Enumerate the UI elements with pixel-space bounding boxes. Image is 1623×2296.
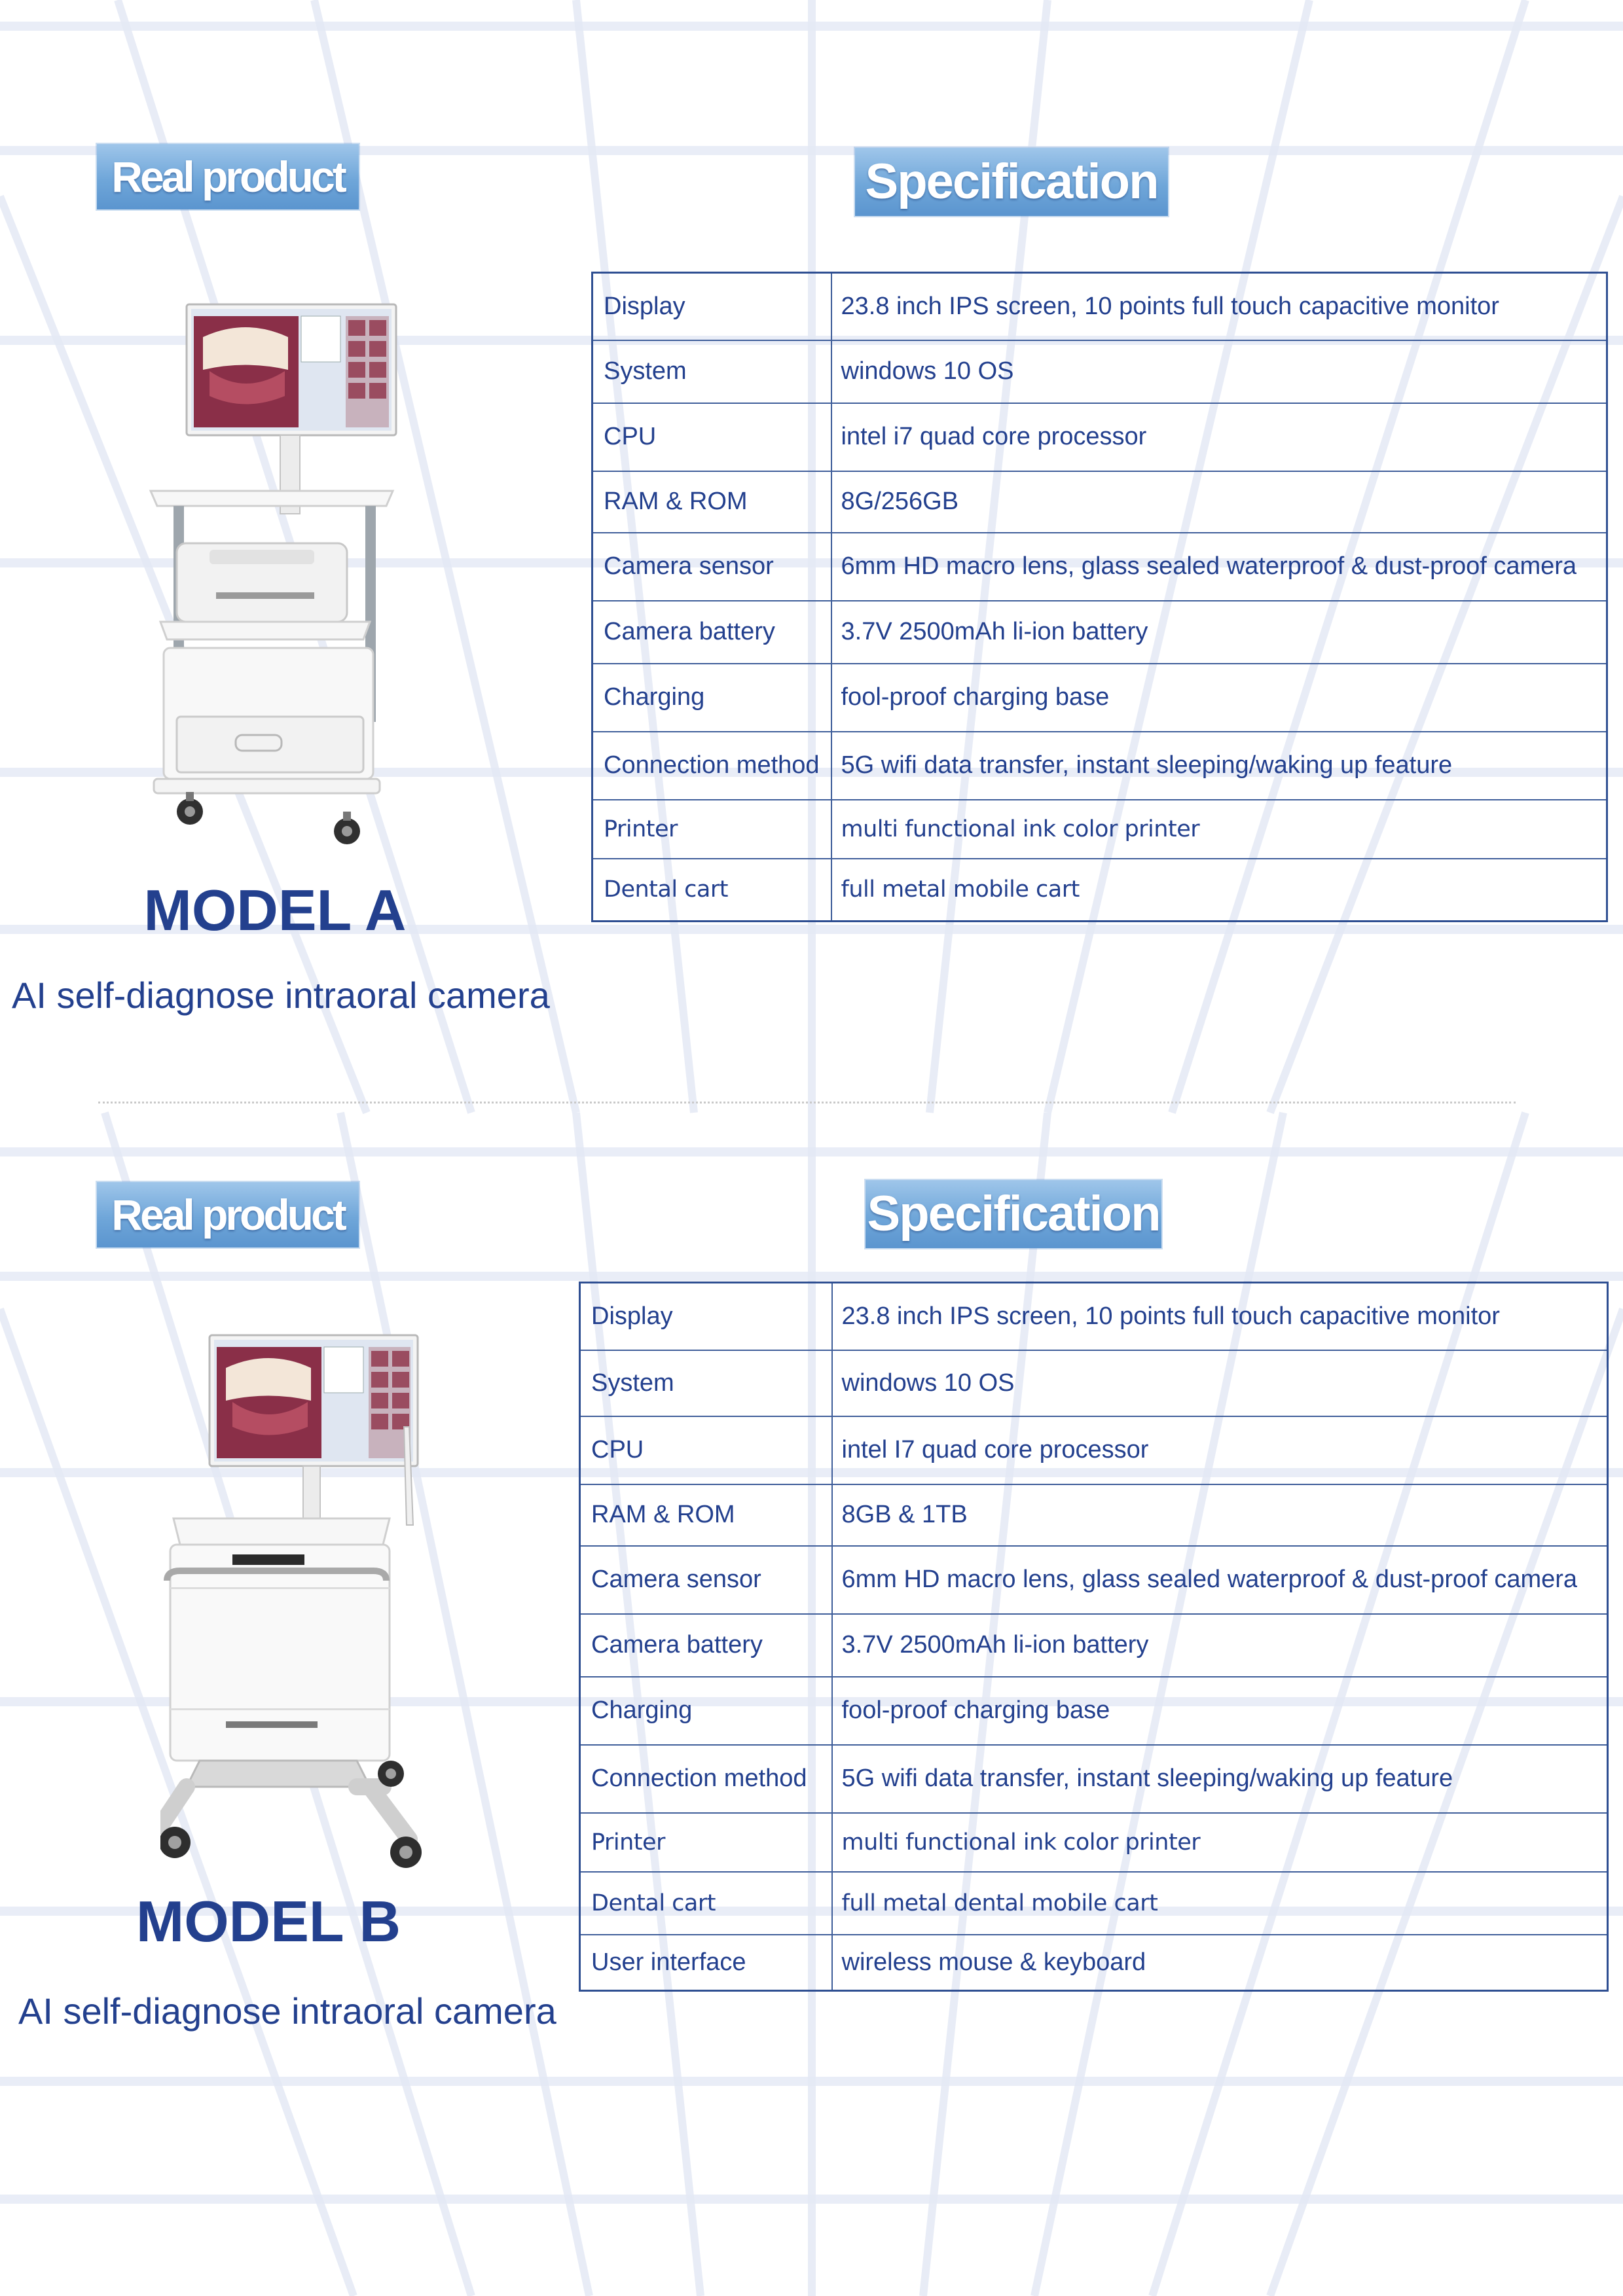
spec-value: 3.7V 2500mAh li-ion battery <box>832 1614 1608 1677</box>
spec-table-a <box>591 272 1608 922</box>
spec-value: intel i7 quad core processor <box>831 403 1607 471</box>
model-b-title: MODEL B <box>136 1889 401 1954</box>
spec-value: 23.8 inch IPS screen, 10 points full touch capacitive monitor <box>831 273 1607 340</box>
spec-row <box>593 732 1607 800</box>
product-image-model-a <box>137 298 412 854</box>
real-product-label-a: Real product <box>97 144 359 209</box>
spec-row <box>580 1484 1608 1546</box>
spec-row <box>593 403 1607 471</box>
spec-key: Connection method <box>593 732 831 800</box>
spec-key: Charging <box>593 664 831 732</box>
spec-value: windows 10 OS <box>832 1350 1608 1416</box>
spec-row <box>593 859 1607 922</box>
spec-value: fool-proof charging base <box>831 664 1607 732</box>
spec-row <box>580 1350 1608 1416</box>
spec-value: 5G wifi data transfer, instant sleeping/waking up feature <box>832 1745 1608 1813</box>
spec-row <box>580 1614 1608 1677</box>
spec-key: Camera battery <box>580 1614 832 1677</box>
spec-row <box>593 340 1607 403</box>
spec-value: wireless mouse & keyboard <box>832 1935 1608 1991</box>
spec-value: fool-proof charging base <box>832 1677 1608 1745</box>
spec-value: multi functional ink color printer <box>832 1813 1608 1872</box>
spec-value: full metal mobile cart <box>831 859 1607 922</box>
spec-key: Connection method <box>580 1745 832 1813</box>
spec-row <box>580 1677 1608 1745</box>
spec-key: Printer <box>580 1813 832 1872</box>
spec-value: 8GB & 1TB <box>832 1484 1608 1546</box>
spec-key: Dental cart <box>580 1872 832 1935</box>
spec-row <box>580 1283 1608 1350</box>
spec-row <box>580 1416 1608 1484</box>
spec-row <box>593 800 1607 859</box>
spec-value: 23.8 inch IPS screen, 10 points full touch capacitive monitor <box>832 1283 1608 1350</box>
spec-key: System <box>580 1350 832 1416</box>
specification-label-b: Specification <box>866 1180 1161 1248</box>
spec-key: CPU <box>593 403 831 471</box>
spec-key: User interface <box>580 1935 832 1991</box>
spec-value: intel I7 quad core processor <box>832 1416 1608 1484</box>
spec-row <box>593 664 1607 732</box>
spec-row <box>580 1935 1608 1991</box>
specification-label-a: Specification <box>855 148 1168 216</box>
spec-value: windows 10 OS <box>831 340 1607 403</box>
spec-key: Dental cart <box>593 859 831 922</box>
real-product-label-b: Real product <box>97 1182 359 1247</box>
spec-row <box>593 471 1607 533</box>
spec-value: 6mm HD macro lens, glass sealed waterproof & dust-proof camera <box>832 1546 1608 1614</box>
spec-key: System <box>593 340 831 403</box>
spec-key: Charging <box>580 1677 832 1745</box>
spec-key: Camera sensor <box>593 533 831 601</box>
model-b-subtitle: AI self-diagnose intraoral camera <box>18 1990 556 2032</box>
model-a-subtitle: AI self-diagnose intraoral camera <box>12 975 550 1016</box>
spec-table-b <box>579 1282 1609 1992</box>
spec-key: Camera battery <box>593 601 831 664</box>
spec-row <box>593 273 1607 340</box>
model-a-title: MODEL A <box>143 878 407 942</box>
spec-value: full metal dental mobile cart <box>832 1872 1608 1935</box>
spec-key: Printer <box>593 800 831 859</box>
spec-value: multi functional ink color printer <box>831 800 1607 859</box>
spec-row <box>580 1546 1608 1614</box>
spec-value: 6mm HD macro lens, glass sealed waterproof & dust-proof camera <box>831 533 1607 601</box>
spec-row <box>580 1872 1608 1935</box>
product-image-model-b <box>160 1329 435 1878</box>
spec-key: RAM & ROM <box>593 471 831 533</box>
spec-value: 3.7V 2500mAh li-ion battery <box>831 601 1607 664</box>
spec-key: Camera sensor <box>580 1546 832 1614</box>
spec-key: Display <box>580 1283 832 1350</box>
spec-value: 5G wifi data transfer, instant sleeping/waking up feature <box>831 732 1607 800</box>
spec-key: Display <box>593 273 831 340</box>
spec-key: RAM & ROM <box>580 1484 832 1546</box>
spec-value: 8G/256GB <box>831 471 1607 533</box>
spec-row <box>580 1813 1608 1872</box>
section-divider <box>98 1102 1516 1103</box>
spec-row <box>593 601 1607 664</box>
spec-key: CPU <box>580 1416 832 1484</box>
spec-row <box>580 1745 1608 1813</box>
spec-row <box>593 533 1607 601</box>
